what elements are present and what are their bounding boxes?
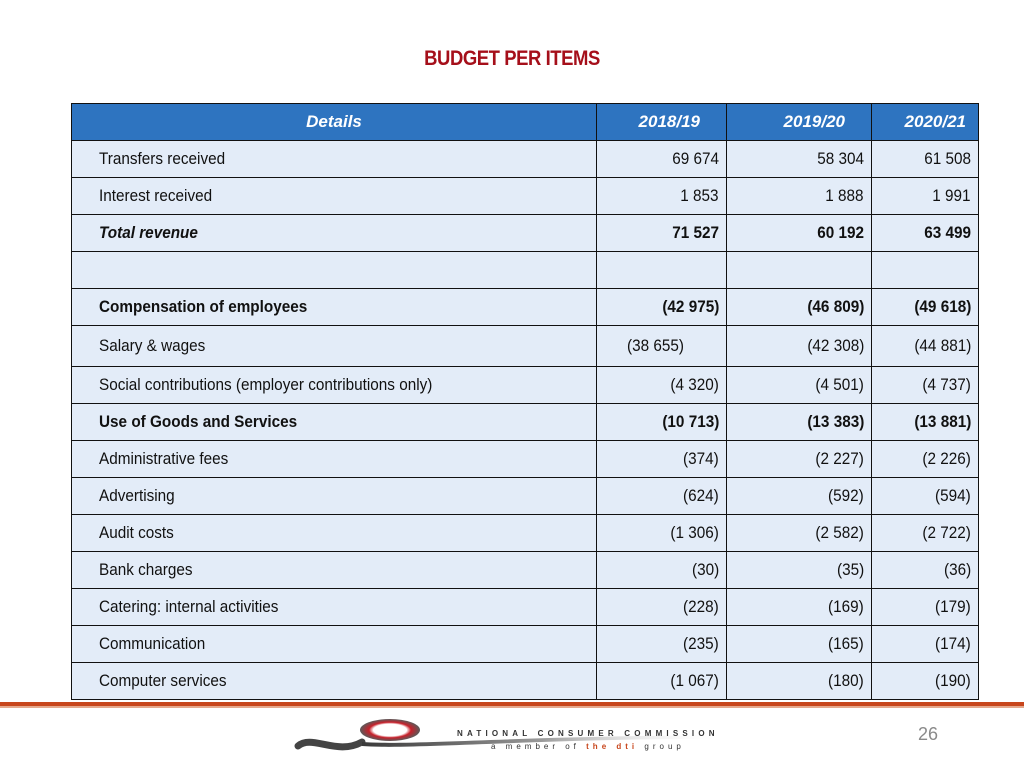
row-value-2018-19: (374) (683, 449, 719, 468)
row-value-2018-19: 69 674 (672, 149, 719, 168)
row-value-2018-19: (42 975) (662, 297, 719, 316)
row-value-2019-20: (180) (828, 671, 864, 690)
row-label: Use of Goods and Services (99, 412, 298, 431)
table-header-row (72, 104, 979, 141)
table-row (72, 515, 979, 552)
org-tagline (491, 742, 685, 751)
row-value-2018-19: (4 320) (670, 375, 719, 394)
row-value-2020-21: (13 881) (914, 412, 971, 431)
row-value-2019-20: (592) (828, 486, 864, 505)
table-row (72, 552, 979, 589)
tagline-pre: a member of (491, 742, 580, 751)
table-row (72, 141, 979, 178)
budget-table (71, 103, 979, 700)
row-value-2020-21: (49 618) (914, 297, 971, 316)
tagline-the-dti: the dti (586, 742, 639, 751)
row-value-2018-19: (228) (683, 597, 719, 616)
page-number: 26 (918, 724, 939, 744)
row-value-2019-20: 1 888 (825, 186, 864, 205)
row-label: Catering: internal activities (99, 597, 279, 616)
table-row (72, 367, 979, 404)
table-row-section (72, 404, 979, 441)
row-label: Audit costs (99, 523, 174, 542)
header-2019-20: 2019/20 (727, 104, 872, 141)
row-value-2019-20: (13 383) (807, 412, 864, 431)
table-row (72, 478, 979, 515)
row-label: Social contributions (employer contributions only) (99, 375, 433, 394)
row-value-2020-21: 1 991 (932, 186, 971, 205)
slide-title: BUDGET PER ITEMS (424, 47, 600, 70)
row-value-2020-21: 61 508 (924, 149, 971, 168)
row-value-2019-20: 58 304 (817, 149, 864, 168)
row-value-2020-21: (594) (935, 486, 971, 505)
row-value-2020-21: (2 722) (922, 523, 971, 542)
row-value-2018-19: (30) (691, 560, 719, 579)
header-2020-21: 2020/21 (872, 104, 979, 141)
row-label: Total revenue (99, 223, 198, 242)
row-value-2020-21: (2 226) (922, 449, 971, 468)
row-value-2019-20: (46 809) (807, 297, 864, 316)
row-value-2020-21: (190) (935, 671, 971, 690)
row-value-2018-19: 71 527 (672, 223, 719, 242)
header-2018-19: 2018/19 (597, 104, 727, 141)
table-row (72, 326, 979, 367)
table-row-section (72, 289, 979, 326)
table-row (72, 626, 979, 663)
row-value-2020-21: (44 881) (914, 336, 971, 355)
row-value-2018-19: (1 067) (670, 671, 719, 690)
table-row (72, 663, 979, 700)
row-value-2020-21: (179) (935, 597, 971, 616)
row-value-2018-19: 1 853 (680, 186, 719, 205)
row-label: Interest received (99, 186, 213, 205)
row-label: Bank charges (99, 560, 193, 579)
row-label: Computer services (99, 671, 227, 690)
row-value-2019-20: (169) (828, 597, 864, 616)
ncc-logo-icon (292, 716, 722, 762)
table-row-empty (72, 252, 979, 289)
row-value-2018-19: (10 713) (662, 412, 719, 431)
row-value-2019-20: (42 308) (807, 336, 864, 355)
row-label: Advertising (99, 486, 175, 505)
row-label: Compensation of employees (99, 297, 308, 316)
row-value-2019-20: (2 582) (815, 523, 864, 542)
row-value-2019-20: (165) (828, 634, 864, 653)
row-label: Administrative fees (99, 449, 229, 468)
row-label: Communication (99, 634, 206, 653)
row-value-2018-19: (235) (683, 634, 719, 653)
table-row (72, 589, 979, 626)
row-value-2020-21: (4 737) (922, 375, 971, 394)
row-value-2018-19: (624) (683, 486, 719, 505)
footer-divider-shadow (0, 706, 1024, 708)
row-value-2018-19: (1 306) (670, 523, 719, 542)
row-label: Salary & wages (99, 336, 206, 355)
row-value-2018-19: (38 655) (627, 336, 684, 355)
table-row (72, 441, 979, 478)
org-name: NATIONAL CONSUMER COMMISSION (457, 729, 719, 738)
row-value-2020-21: (36) (943, 560, 971, 579)
table-row (72, 178, 979, 215)
row-label: Transfers received (99, 149, 226, 168)
row-value-2019-20: 60 192 (817, 223, 864, 242)
tagline-post: group (644, 742, 685, 751)
row-value-2019-20: (2 227) (815, 449, 864, 468)
row-value-2020-21: 63 499 (924, 223, 971, 242)
row-value-2019-20: (35) (836, 560, 864, 579)
row-value-2020-21: (174) (935, 634, 971, 653)
header-details: Details (72, 104, 597, 141)
table-row-total (72, 215, 979, 252)
row-value-2019-20: (4 501) (815, 375, 864, 394)
